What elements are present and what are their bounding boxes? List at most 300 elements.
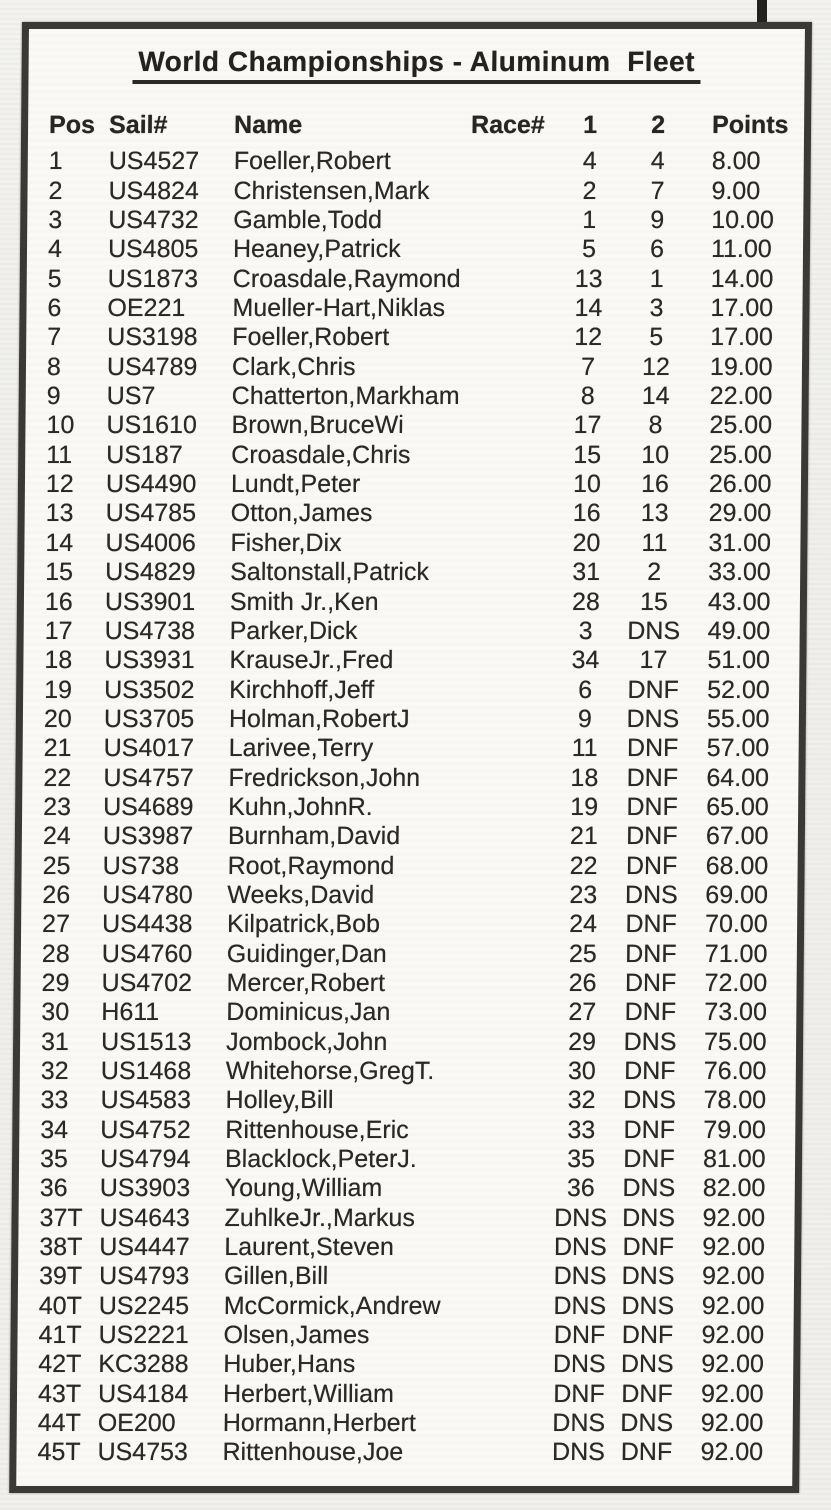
cell-points: 33.00 xyxy=(708,558,771,587)
cell-name: Croasdale,Raymond xyxy=(232,264,461,293)
cell-race2: DNF xyxy=(626,734,679,763)
table-row xyxy=(23,705,799,734)
cell-race1: 32 xyxy=(567,1086,596,1115)
cell-pos: 16 xyxy=(44,587,73,616)
cell-points: 10.00 xyxy=(711,206,774,235)
cell-race2: 13 xyxy=(640,499,669,528)
cell-pos: 43T xyxy=(37,1379,82,1408)
cell-name: Christensen,Mark xyxy=(233,176,430,205)
cell-points: 71.00 xyxy=(704,939,768,968)
cell-points: 73.00 xyxy=(704,998,768,1027)
cell-sail: US4583 xyxy=(100,1086,192,1115)
cell-race2: 7 xyxy=(650,176,665,205)
cell-race1: 36 xyxy=(566,1174,595,1203)
cell-sail: US1873 xyxy=(107,264,199,293)
cell-spacer xyxy=(442,147,556,176)
cell-race1: DNS xyxy=(552,1350,606,1379)
cell-spacer xyxy=(431,1321,545,1350)
cell-race1: 31 xyxy=(572,558,601,587)
cell-race2: DNF xyxy=(624,1057,676,1085)
cell-race1: 35 xyxy=(567,1145,596,1174)
cell-points: 92.00 xyxy=(700,1379,764,1408)
cell-points: 43.00 xyxy=(707,587,771,616)
table-row xyxy=(27,206,803,235)
cell-name: Foeller,Robert xyxy=(233,147,391,176)
cell-race1: 13 xyxy=(574,264,603,293)
cell-sail: KC3288 xyxy=(98,1350,189,1379)
cell-name: KrauseJr.,Fred xyxy=(229,646,394,675)
cell-race1: 18 xyxy=(570,763,599,792)
cell-race2: DNF xyxy=(623,1145,675,1174)
cell-pos: 7 xyxy=(47,323,62,352)
cell-name: Root,Raymond xyxy=(227,851,395,880)
cell-race1: 2 xyxy=(582,176,597,205)
cell-sail: US3903 xyxy=(99,1174,191,1203)
cell-race1: DNS xyxy=(554,1203,608,1232)
cell-race2: 16 xyxy=(640,470,669,499)
cell-pos: 30 xyxy=(41,998,70,1027)
cell-points: 82.00 xyxy=(702,1174,766,1203)
table-row xyxy=(22,822,798,851)
cell-points: 9.00 xyxy=(711,176,761,205)
cell-race1: 9 xyxy=(577,704,592,733)
cell-name: Young,William xyxy=(224,1174,383,1203)
cell-spacer xyxy=(439,411,553,440)
table-row xyxy=(21,881,797,910)
table-row xyxy=(21,940,797,969)
cell-spacer xyxy=(433,1116,547,1145)
cell-sail: US4753 xyxy=(97,1438,188,1467)
cell-spacer xyxy=(438,617,552,646)
cell-points: 26.00 xyxy=(708,470,772,499)
cell-spacer xyxy=(438,529,552,558)
cell-race2: 9 xyxy=(650,206,665,235)
cell-race1: DNS xyxy=(553,1291,607,1320)
cell-spacer xyxy=(441,177,555,206)
header-race2: 2 xyxy=(651,111,666,139)
table-row xyxy=(18,1204,794,1233)
table-row xyxy=(24,558,800,587)
cell-spacer xyxy=(430,1438,544,1467)
cell-race2: DNF xyxy=(626,822,678,851)
cell-pos: 13 xyxy=(45,499,74,528)
table-row xyxy=(18,1233,794,1262)
cell-sail: US4732 xyxy=(108,206,199,235)
cell-sail: OE221 xyxy=(107,294,186,323)
cell-race2: DNS xyxy=(624,880,678,909)
cell-pos: 23 xyxy=(43,792,72,821)
cell-points: 92.00 xyxy=(700,1438,764,1467)
cell-sail: US3901 xyxy=(104,587,196,616)
table-row xyxy=(23,646,799,675)
cell-spacer xyxy=(432,1262,546,1291)
cell-pos: 33 xyxy=(40,1086,69,1115)
cell-points: 11.00 xyxy=(710,235,772,264)
cell-spacer xyxy=(434,1028,548,1057)
cell-race2: DNF xyxy=(625,939,677,968)
header-race: Race# xyxy=(470,111,545,139)
cell-race1: 19 xyxy=(570,792,599,821)
cell-race2: 2 xyxy=(647,558,662,587)
cell-spacer xyxy=(439,499,553,528)
cell-pos: 9 xyxy=(46,382,61,411)
cell-sail: US4006 xyxy=(105,528,196,557)
cell-sail: US1468 xyxy=(100,1057,192,1085)
cell-name: ZuhlkeJr.,Markus xyxy=(224,1203,416,1232)
cell-points: 70.00 xyxy=(705,910,768,939)
cell-points: 92.00 xyxy=(701,1291,765,1320)
cell-pos: 41T xyxy=(38,1321,82,1350)
cell-points: 92.00 xyxy=(702,1203,766,1232)
cell-pos: 18 xyxy=(44,646,73,675)
cell-race2: DNF xyxy=(624,998,677,1027)
cell-sail: US4760 xyxy=(101,939,193,968)
cell-spacer xyxy=(431,1409,545,1438)
cell-name: Parker,Dick xyxy=(229,616,358,645)
cell-pos: 12 xyxy=(45,470,74,499)
cell-spacer xyxy=(441,235,555,264)
cell-name: Otton,James xyxy=(230,499,373,528)
cell-race1: 3 xyxy=(578,616,593,645)
table-row xyxy=(19,1116,795,1145)
cell-name: Rittenhouse,Eric xyxy=(225,1115,409,1144)
cell-race1: 34 xyxy=(571,646,600,675)
cell-race2: 4 xyxy=(650,147,665,176)
table-row xyxy=(27,235,803,264)
cell-race2: DNF xyxy=(622,1233,675,1262)
cell-spacer xyxy=(435,881,549,910)
cell-pos: 36 xyxy=(39,1174,68,1203)
table-row xyxy=(26,323,802,352)
cell-race1: 1 xyxy=(582,206,597,235)
cell-points: 55.00 xyxy=(706,704,770,733)
cell-race2: 8 xyxy=(648,411,663,440)
cell-pos: 20 xyxy=(43,704,72,733)
cell-pos: 19 xyxy=(44,675,73,704)
title-container xyxy=(28,46,804,84)
table-row xyxy=(23,734,799,763)
cell-race1: DNF xyxy=(553,1321,606,1350)
table-row xyxy=(21,910,797,939)
table-row xyxy=(19,1086,795,1115)
header-pos: Pos xyxy=(48,111,96,139)
cell-pos: 4 xyxy=(47,235,63,264)
results-sheet xyxy=(9,22,812,1493)
cell-name: Chatterton,Markham xyxy=(231,382,460,411)
cell-sail: US4829 xyxy=(105,558,196,587)
cell-sail: US3931 xyxy=(104,646,195,675)
cell-sail: US4785 xyxy=(105,499,197,528)
cell-name: Lundt,Peter xyxy=(230,470,361,499)
cell-sail: US3987 xyxy=(102,822,194,851)
cell-points: 67.00 xyxy=(705,822,769,851)
cell-name: Weeks,David xyxy=(227,880,375,909)
cell-spacer xyxy=(432,1204,546,1233)
cell-race2: DNS xyxy=(621,1291,675,1320)
cell-race1: 29 xyxy=(568,1027,597,1056)
header-sail: Sail# xyxy=(108,111,168,139)
cell-sail: US4643 xyxy=(99,1203,191,1232)
cell-name: Whitehorse,GregT. xyxy=(225,1057,435,1085)
cell-name: Hormann,Herbert xyxy=(222,1409,417,1438)
cell-spacer xyxy=(440,353,554,382)
cell-sail: US4780 xyxy=(102,880,193,909)
cell-points: 76.00 xyxy=(703,1057,767,1085)
cell-race2: 5 xyxy=(649,323,664,352)
cell-pos: 2 xyxy=(48,176,63,205)
cell-pos: 22 xyxy=(43,763,72,792)
table-row xyxy=(18,1292,794,1321)
cell-name: Larivee,Terry xyxy=(228,734,374,763)
cell-sail: US4757 xyxy=(103,763,194,792)
cell-points: 92.00 xyxy=(701,1262,765,1291)
table-row xyxy=(24,617,800,646)
cell-race2: DNF xyxy=(627,675,679,704)
header-points: Points xyxy=(711,111,789,139)
cell-sail: US4793 xyxy=(98,1262,190,1291)
cell-race2: DNS xyxy=(620,1409,674,1438)
cell-sail: US4689 xyxy=(103,792,194,821)
cell-race1: 14 xyxy=(574,294,603,323)
cell-name: Burnham,David xyxy=(227,822,401,851)
cell-name: Holman,RobertJ xyxy=(228,704,410,733)
cell-sail: US3502 xyxy=(104,675,195,704)
cell-pos: 17 xyxy=(44,616,73,645)
cell-name: Dominicus,Jan xyxy=(226,998,391,1027)
cell-sail: US3705 xyxy=(103,704,195,733)
cell-name: Croasdale,Chris xyxy=(231,440,411,469)
cell-race1: DNS xyxy=(553,1233,607,1262)
cell-race2: DNF xyxy=(624,968,677,997)
cell-spacer xyxy=(441,206,555,235)
cell-race1: 12 xyxy=(574,323,603,352)
cell-spacer xyxy=(435,910,549,939)
cell-sail: US4017 xyxy=(103,734,195,763)
cell-spacer xyxy=(436,793,550,822)
cell-pos: 21 xyxy=(43,734,72,763)
cell-pos: 24 xyxy=(42,822,71,851)
cell-points: 64.00 xyxy=(706,763,770,792)
cell-pos: 8 xyxy=(46,352,62,381)
cell-name: Gamble,Todd xyxy=(233,206,383,235)
cell-points: 49.00 xyxy=(707,616,771,645)
cell-sail: US4490 xyxy=(105,470,197,499)
cell-race2: DNF xyxy=(625,910,677,939)
cell-name: Kilpatrick,Bob xyxy=(227,910,381,939)
cell-race1: DNS xyxy=(553,1262,607,1291)
table-row xyxy=(19,1174,795,1203)
cell-spacer xyxy=(441,265,555,294)
cell-points: 68.00 xyxy=(705,851,769,880)
cell-race1: 7 xyxy=(580,352,596,381)
cell-pos: 1 xyxy=(48,147,63,176)
cell-pos: 25 xyxy=(42,851,71,880)
cell-race2: 11 xyxy=(641,528,668,557)
cell-name: Rittenhouse,Joe xyxy=(222,1438,404,1467)
cell-race1: 8 xyxy=(580,382,595,411)
cell-sail: H611 xyxy=(101,998,160,1027)
cell-points: 78.00 xyxy=(703,1086,767,1115)
cell-pos: 29 xyxy=(41,968,70,997)
cell-pos: 34 xyxy=(40,1115,69,1144)
cell-race2: DNF xyxy=(626,763,679,792)
cell-sail: US4702 xyxy=(101,968,193,997)
table-row xyxy=(20,1057,796,1086)
cell-race2: 10 xyxy=(641,440,670,469)
cell-spacer xyxy=(440,382,554,411)
cell-name: Mueller-Hart,Niklas xyxy=(232,294,446,323)
cell-name: Laurent,Steven xyxy=(224,1233,395,1262)
cell-race1: 23 xyxy=(569,880,598,909)
table-row xyxy=(25,470,801,499)
cell-points: 31.00 xyxy=(708,528,772,557)
cell-pos: 10 xyxy=(46,411,75,440)
cell-race2: DNS xyxy=(623,1086,677,1115)
cell-points: 81.00 xyxy=(702,1145,766,1174)
cell-name: McCormick,Andrew xyxy=(223,1291,441,1320)
cell-spacer xyxy=(437,734,551,763)
table-row xyxy=(22,764,798,793)
table-row xyxy=(25,411,801,440)
cell-race2: DNF xyxy=(621,1379,673,1408)
cell-sail: US4752 xyxy=(100,1115,191,1144)
cell-name: Heaney,Patrick xyxy=(232,235,401,264)
cell-race2: DNS xyxy=(620,1350,674,1379)
cell-spacer xyxy=(439,470,553,499)
cell-race1: 22 xyxy=(569,851,598,880)
table-row xyxy=(16,1438,792,1467)
table-row xyxy=(25,441,801,470)
header-race1: 1 xyxy=(583,111,598,139)
cell-race1: 25 xyxy=(568,939,597,968)
cell-race2: 15 xyxy=(639,587,668,616)
cell-sail: US4794 xyxy=(99,1145,191,1174)
table-row xyxy=(22,793,798,822)
cell-sail: US4824 xyxy=(108,176,200,205)
cell-sail: US1610 xyxy=(106,411,197,440)
cell-sail: OE200 xyxy=(97,1409,176,1438)
cell-race2: DNF xyxy=(626,792,678,821)
header-name: Name xyxy=(233,111,303,139)
cell-race1: 24 xyxy=(569,910,598,939)
table-row xyxy=(17,1380,793,1409)
cell-spacer xyxy=(438,588,552,617)
cell-race2: DNF xyxy=(625,851,678,880)
cell-pos: 3 xyxy=(48,206,63,235)
cell-points: 72.00 xyxy=(704,968,768,997)
cell-race2: 3 xyxy=(649,294,664,323)
table-row xyxy=(22,852,798,881)
cell-pos: 31 xyxy=(40,1027,70,1056)
cell-race2: DNS xyxy=(626,704,680,733)
cell-race2: DNF xyxy=(623,1115,676,1144)
cell-spacer xyxy=(432,1233,546,1262)
cell-race2: DNF xyxy=(620,1438,673,1467)
table-row xyxy=(24,588,800,617)
cell-points: 19.00 xyxy=(709,352,773,381)
cell-sail: US4527 xyxy=(108,147,200,176)
cell-spacer xyxy=(432,1292,546,1321)
cell-name: Herbert,William xyxy=(222,1379,395,1408)
cell-race2: DNS xyxy=(621,1262,675,1291)
table-row xyxy=(17,1321,793,1350)
cell-pos: 45T xyxy=(37,1438,81,1467)
cell-spacer xyxy=(436,852,550,881)
cell-name: Gillen,Bill xyxy=(223,1262,329,1291)
table-row xyxy=(20,1028,796,1057)
table-row xyxy=(20,969,796,998)
table-row xyxy=(27,265,803,294)
cell-pos: 40T xyxy=(38,1291,83,1320)
table-row xyxy=(26,382,802,411)
cell-points: 69.00 xyxy=(705,880,769,909)
cell-race1: DNF xyxy=(553,1379,605,1408)
cell-points: 8.00 xyxy=(711,147,761,176)
table-row xyxy=(24,529,800,558)
cell-name: Kuhn,JohnR. xyxy=(228,792,373,821)
cell-race1: 15 xyxy=(573,440,602,469)
cell-sail: US2221 xyxy=(98,1321,190,1350)
cell-race1: DNS xyxy=(551,1438,606,1467)
cell-sail: US1513 xyxy=(100,1027,192,1056)
cell-race1: 26 xyxy=(568,968,597,997)
table-row xyxy=(18,1262,794,1291)
cell-sail: US7 xyxy=(106,382,156,411)
cell-pos: 37T xyxy=(39,1203,83,1232)
table-row xyxy=(26,353,802,382)
cell-points: 92.00 xyxy=(700,1409,764,1438)
cell-name: Holley,Bill xyxy=(225,1086,334,1115)
cell-sail: US4447 xyxy=(99,1233,190,1262)
table-row xyxy=(28,147,804,176)
cell-race1: 16 xyxy=(572,499,601,528)
cell-race1: 27 xyxy=(568,998,597,1027)
cell-name: Kirchhoff,Jeff xyxy=(229,675,375,704)
cell-points: 92.00 xyxy=(702,1233,765,1262)
cell-pos: 38T xyxy=(39,1233,83,1262)
cell-spacer xyxy=(440,323,554,352)
cell-spacer xyxy=(434,969,548,998)
cell-race2: 6 xyxy=(649,235,665,264)
cell-points: 17.00 xyxy=(710,294,774,323)
cell-name: Brown,BruceWi xyxy=(231,411,404,440)
cell-sail: US4738 xyxy=(104,616,196,645)
cell-spacer xyxy=(437,646,551,675)
table-row xyxy=(23,676,799,705)
cell-race2: DNS xyxy=(623,1027,677,1056)
cell-spacer xyxy=(431,1350,545,1379)
cell-points: 51.00 xyxy=(707,646,771,675)
cell-race2: 12 xyxy=(641,352,671,381)
cell-points: 14.00 xyxy=(710,264,774,293)
cell-race1: 4 xyxy=(582,147,597,176)
cell-points: 75.00 xyxy=(703,1027,767,1056)
cell-race2: DNF xyxy=(621,1321,674,1350)
results-table-body xyxy=(16,147,804,1467)
cell-race2: DNS xyxy=(622,1174,676,1203)
cell-spacer xyxy=(439,441,553,470)
table-header-row xyxy=(28,111,804,140)
cell-sail: US4184 xyxy=(97,1379,189,1408)
cell-name: Huber,Hans xyxy=(223,1350,356,1379)
cell-name: Fredrickson,John xyxy=(228,763,421,792)
cell-spacer xyxy=(437,676,551,705)
cell-spacer xyxy=(436,822,550,851)
cell-points: 22.00 xyxy=(709,382,773,411)
cell-race1: 20 xyxy=(572,528,601,557)
cell-race1: 6 xyxy=(578,675,593,704)
table-row xyxy=(19,1145,795,1174)
